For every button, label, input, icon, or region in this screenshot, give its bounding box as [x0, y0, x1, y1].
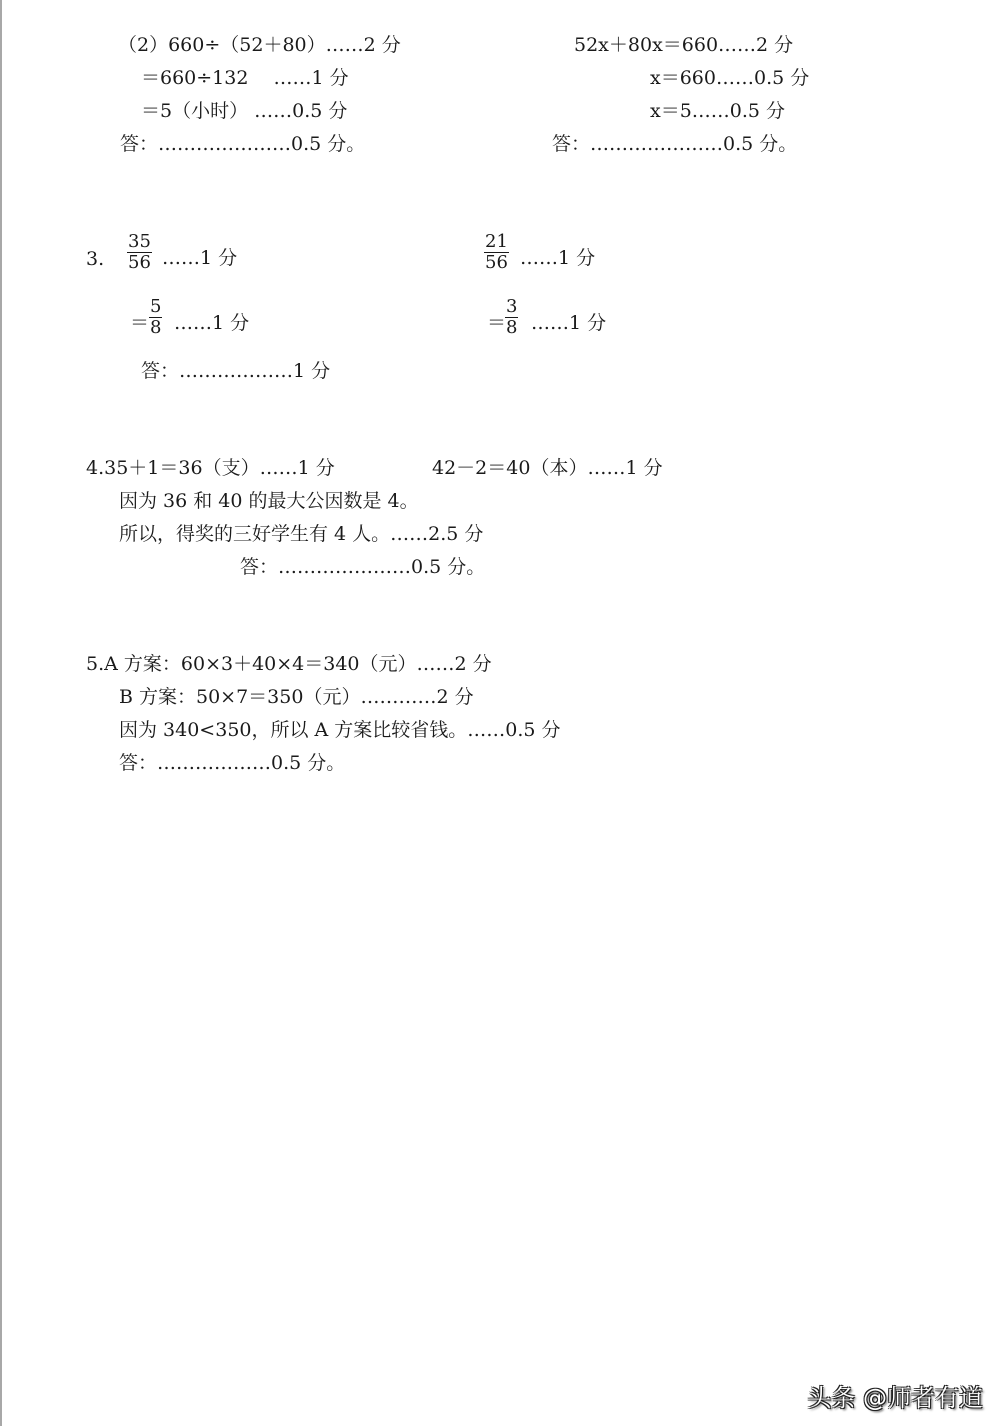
q2-left-line-3: ＝5（小时） ……0.5 分 [141, 100, 348, 122]
q4-line-3: 所以，得奖的三好学生有 4 人。……2.5 分 [119, 523, 484, 545]
denominator: 56 [485, 252, 508, 273]
q3-left-score-2: ……1 分 [174, 312, 250, 334]
q3-right-equals: ＝ [487, 312, 507, 334]
numerator: 5 [150, 296, 162, 317]
q3-right-fraction-2 [505, 297, 518, 338]
denominator: 8 [506, 317, 518, 338]
q5-line-3: 因为 340<350，所以 A 方案比较省钱。……0.5 分 [119, 719, 561, 741]
numerator: 35 [128, 231, 151, 252]
numerator: 21 [485, 231, 508, 252]
q4-answer: 答：…………………0.5 分。 [240, 556, 486, 578]
numerator: 3 [506, 296, 518, 317]
denominator: 56 [128, 252, 151, 273]
q2-left-line-2: ＝660÷132 ……1 分 [141, 67, 349, 89]
q3-answer: 答：………………1 分 [141, 360, 331, 382]
q3-left-equals: ＝ [130, 312, 150, 334]
q3-left-fraction-1 [127, 232, 152, 273]
watermark: 头条 @师者有道 [807, 1384, 983, 1412]
q3-right-fraction-1 [484, 232, 509, 273]
q5-line-1: 5.A 方案：60×3＋40×4＝340（元）……2 分 [86, 653, 492, 675]
q2-right-line-2: x＝660……0.5 分 [650, 67, 810, 89]
page-left-edge [0, 0, 2, 1426]
q5-answer: 答：………………0.5 分。 [119, 752, 346, 774]
q5-line-2: B 方案：50×7＝350（元）…………2 分 [119, 686, 474, 708]
denominator: 8 [150, 317, 162, 338]
q3-right-score-2: ……1 分 [531, 312, 607, 334]
q2-right-line-3: x＝5……0.5 分 [650, 100, 786, 122]
q3-left-fraction-2 [149, 297, 162, 338]
q4-line-2: 因为 36 和 40 的最大公因数是 4。 [119, 490, 419, 512]
q2-right-answer: 答：…………………0.5 分。 [552, 133, 798, 155]
q3-right-score-1: ……1 分 [520, 247, 596, 269]
q2-right-line-1: 52x＋80x＝660……2 分 [574, 34, 794, 56]
q3-label: 3. [86, 248, 105, 270]
q2-left-answer: 答：…………………0.5 分。 [120, 133, 366, 155]
q4-line-1b: 42－2＝40（本）……1 分 [432, 457, 663, 479]
q2-left-line-1: （2）660÷（52＋80）……2 分 [118, 34, 401, 56]
q3-left-score-1: ……1 分 [162, 247, 238, 269]
q4-line-1a: 4.35＋1＝36（支）……1 分 [86, 457, 335, 479]
